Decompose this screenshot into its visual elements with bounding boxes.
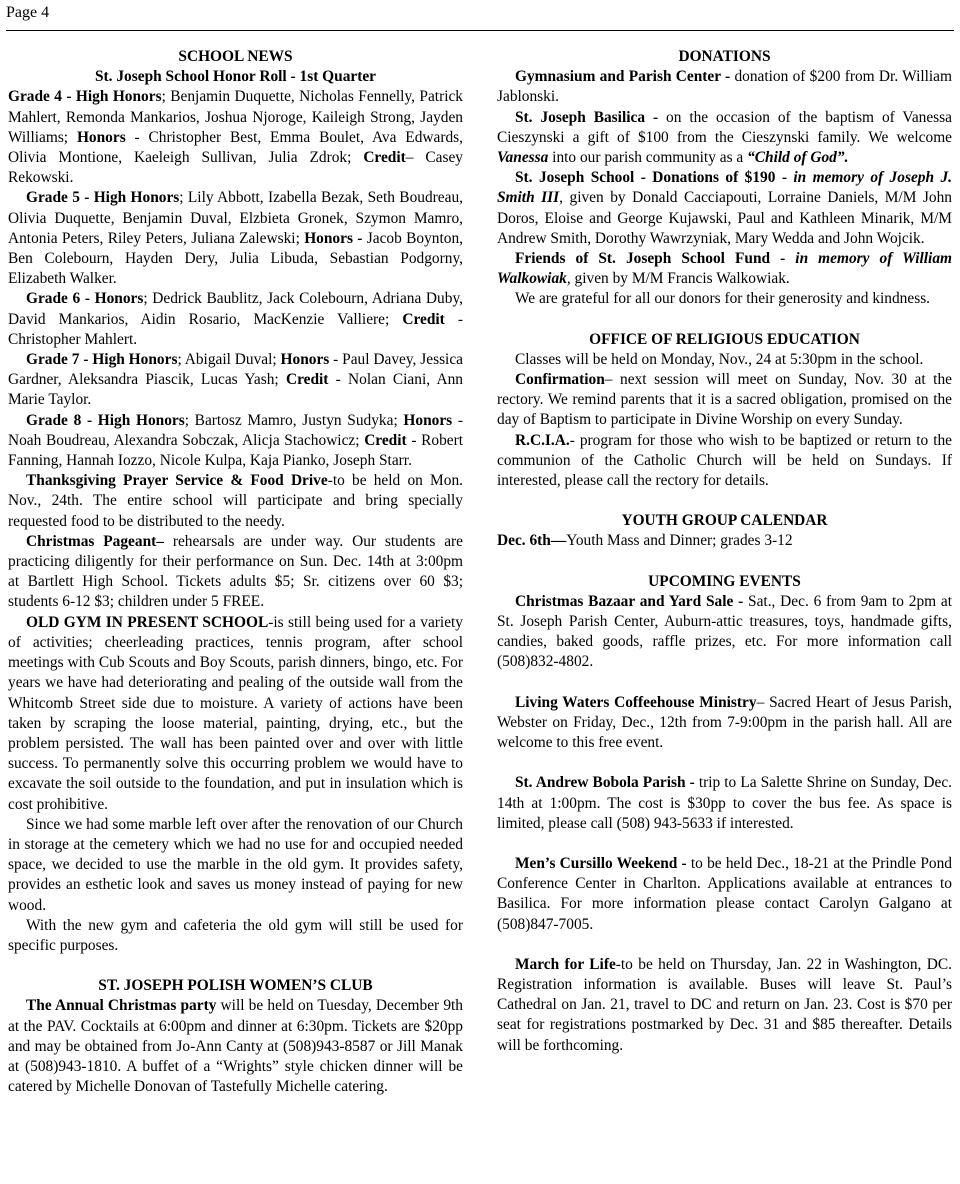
- grade-8-high: ; Bartosz Mamro, Justyn Sudyka;: [184, 411, 404, 429]
- march-for-life-label: March for Life: [515, 955, 616, 973]
- school-donation-text: , given by Donald Cacciapouti, Lorraine Daniels, M/M John Doros, Eloise and George Kujawski, Paul and Kathleen Minarik, M/M Andrew Smith, Dorothy Wawrzyniak, Mary Wedda and John Wojcik.: [497, 189, 952, 247]
- school-donation-label: St. Joseph School - Donations of $190 -: [515, 169, 787, 187]
- thanksgiving-text: -to be held on Mon. Nov., 24th. The entire school will participate and bring specially requested food to be distributed to the needy.: [8, 472, 463, 530]
- confirmation-paragraph: [497, 370, 952, 431]
- grade-5-honors: Jacob Boynton, Ben Colebourn, Hayden Dery, Julia Libuda, Sebastian Podgorny, Elizabeth Walker.: [8, 229, 463, 288]
- confirmation-label: Confirmation: [515, 371, 605, 389]
- cursillo-label: Men’s Cursillo Weekend -: [515, 854, 687, 872]
- march-for-life-paragraph: [497, 955, 952, 1056]
- grade-5-high: ; Lily Abbott, Izabella Bezak, Seth Boudreau, Olivia Duquette, Benjamin Duval, Elzbieta Gronek, Szymon Mamro, Antonia Peters, Riley Peters, Juliana Zalewski;: [8, 189, 463, 247]
- thanksgiving-paragraph: [8, 471, 463, 532]
- pageant-text: rehearsals are under way. Our students are practicing diligently for their performance on Sun. Dec. 14th at 3:00pm at Bartlett High School. Tickets adults $5; Sr. citizens over 60 $3; students 6-12 $3; children under 5 FREE.: [8, 532, 463, 611]
- basilica-donation-name: Vanessa: [497, 149, 549, 167]
- coffeehouse-paragraph: [497, 693, 952, 754]
- basilica-donation-text-2: into our parish community as a: [548, 149, 748, 167]
- friends-fund-paragraph: [497, 249, 952, 289]
- grade-6-honors: ; Dedrick Baublitz, Jack Colebourn, Adriana Duby, David Mankarios, Aidin Rosario, MacKenzie Valliere;: [8, 290, 463, 328]
- friends-fund-text: , given by M/M Francis Walkowiak.: [566, 270, 790, 288]
- grade-7-credit-label: Credit: [285, 371, 329, 389]
- grade-6-credit: - Christopher Mahlert.: [8, 310, 463, 348]
- grade-4-honors-label: Honors: [76, 128, 126, 146]
- grade-6-label: Grade 6 - Honors: [26, 290, 144, 308]
- grade-5-paragraph: [8, 188, 463, 289]
- grade-4-credit-label: Credit: [363, 149, 406, 167]
- cursillo-text: to be held Dec., 18-21 at the Prindle Pond Conference Center in Charlton. Applications available at entrances to Basilica. For more information please contact Carolyn Galgano at (508)847-7005.: [497, 854, 952, 933]
- bazaar-text: Sat., Dec. 6 from 9am to 2pm at St. Joseph Parish Center, Auburn-attic treasures, toys, handmade gifts, candies, baked goods, raffle prizes, etc. For more information call (508)832-4802.: [497, 592, 952, 671]
- left-column: [8, 47, 463, 1097]
- grade-5-honors-label: Honors -: [304, 229, 363, 247]
- classes-paragraph: Classes will be held on Monday, Nov., 24 at 5:30pm in the school.: [515, 350, 924, 368]
- grade-8-label: Grade 8 - High Honors: [26, 411, 185, 429]
- grade-8-paragraph: [8, 411, 463, 472]
- grade-6-credit-label: Credit: [402, 310, 445, 328]
- grade-8-credit-label: Credit: [364, 431, 407, 449]
- grade-4-high: ; Benjamin Duquette, Nicholas Fennelly, Patrick Mahlert, Remonda Mankarios, Joshua Njoroge, Kaileigh Strong, Jayden Williams;: [8, 88, 463, 146]
- grade-6-paragraph: [8, 289, 463, 350]
- basilica-donation-label: St. Joseph Basilica -: [515, 108, 659, 126]
- upcoming-events-heading: UPCOMING EVENTS: [648, 572, 801, 590]
- youth-dec6-paragraph: [497, 531, 952, 551]
- grade-4-credit: – Casey Rekowski.: [8, 149, 464, 187]
- grade-7-credit: - Nolan Ciani, Ann Marie Taylor.: [8, 371, 463, 409]
- coffeehouse-label: Living Waters Coffeehouse Ministry: [515, 693, 757, 711]
- new-gym-paragraph: With the new gym and cafeteria the old gym will still be used for specific purposes.: [8, 916, 463, 954]
- school-donation-memory: in memory of Joseph J. Smith III: [497, 169, 952, 207]
- old-gym-label: OLD GYM IN PRESENT SCHOOL: [26, 613, 269, 631]
- marble-paragraph: Since we had some marble left over after the renovation of our Church in storage at the cemetery which we had no use for and occupied needed space, we decided to use the marble in the old gym. It provides safety, provides an esthetic look and saves us money instead of paying for new wood.: [8, 815, 463, 914]
- old-gym-text: -is still being used for a variety of activities; cheerleading practices, tennis program, after school meetings with Cub Scouts and Boy Scouts, parish dinners, bingo, etc. For years we have had deteriorating and pealing of the outside wall from the Whitcomb Street side due to moisture. A variety of actions have been taken by scraping the loose material, painting, drying, etc., but the problem persisted. The wall has been painted over and over with little success. To permanently solve this occurring problem we would have to excavate the soil outside to the foundation, and put in insulation which is cost prohibitive.: [8, 613, 463, 813]
- pageant-paragraph: [8, 532, 463, 613]
- christmas-party-paragraph: [8, 996, 463, 1097]
- bobola-paragraph: [497, 773, 952, 834]
- rcia-text: - program for those who wish to be baptized or return to the communion of the Catholic Church will be held on Sundays. If interested, please call the rectory for details.: [497, 431, 952, 490]
- school-news-heading: SCHOOL NEWS: [178, 48, 293, 65]
- donations-heading: DONATIONS: [678, 48, 771, 65]
- page-number: Page 4: [6, 4, 50, 21]
- grade-8-honors-label: Honors: [403, 411, 453, 429]
- page-header: [6, 0, 954, 31]
- basilica-donation-quote: “Child of God”.: [747, 149, 849, 167]
- grade-8-credit: - Robert Fanning, Hannah Iozzo, Nicole Kulpa, Kaja Pianko, Joseph Starr.: [8, 431, 463, 470]
- gym-donation-paragraph: [497, 67, 952, 107]
- gym-donation-label: Gymnasium and Parish Center -: [515, 68, 731, 86]
- youth-dec6-label: Dec. 6th—: [497, 532, 567, 550]
- cursillo-paragraph: [497, 854, 952, 935]
- christmas-party-text: will be held on Tuesday, December 9th at the PAV. Cocktails at 6:00pm and dinner at 6:30pm. Tickets are $20pp and may be obtained from Jo-Ann Canty at (508)943-8587 or Jill Manak at (508)943-1810. A buffet of a “Wrights” style chicken dinner will be catered by Michelle Donovan of Tastefully Michelle catering.: [8, 997, 463, 1096]
- youth-dec6-text: Youth Mass and Dinner; grades 3-12: [566, 532, 793, 550]
- grade-7-label: Grade 7 - High Honors: [26, 351, 178, 369]
- grade-4-paragraph: [8, 87, 463, 188]
- confirmation-text: – next session will meet on Sunday, Nov. 30 at the rectory. We remind parents that it is a sacred obligation, promised on the day of Baptism to participate in Divine Worship on every Sunday.: [497, 371, 952, 429]
- coffeehouse-text: – Sacred Heart of Jesus Parish, Webster on Friday, Dec., 12th from 7-9:00pm in the parish hall. All are welcome to this free event.: [497, 693, 953, 752]
- thanksgiving-label: Thanksgiving Prayer Service & Food Drive: [26, 472, 328, 490]
- rcia-paragraph: [497, 431, 952, 492]
- grade-8-honors: - Noah Boudreau, Alexandra Sobczak, Alicja Stachowicz;: [8, 411, 463, 449]
- womens-club-heading: ST. JOSEPH POLISH WOMEN’S CLUB: [98, 977, 373, 995]
- bobola-text: trip to La Salette Shrine on Sunday, Dec. 14th at 1:00pm. The cost is $30pp to cover the bus fee. As space is limited, please call (508) 943-5633 if interested.: [497, 774, 952, 832]
- march-for-life-text: -to be held on Thursday, Jan. 22 in Washington, DC. Registration information is available. Buses will leave St. Paul’s Cathedral on Jan. 21, travel to DC and return on Jan. 23. Cost is $70 per seat for registrations postmarked by Dec. 31 and $85 thereafter. Details will be forthcoming.: [497, 955, 952, 1054]
- bobola-label: St. Andrew Bobola Parish -: [515, 774, 695, 792]
- gym-donation-text: donation of $200 from Dr. William Jablonski.: [497, 68, 952, 106]
- rcia-label: R.C.I.A.: [515, 431, 570, 449]
- bazaar-paragraph: [497, 592, 952, 673]
- grade-7-high: ; Abigail Duval;: [177, 351, 281, 369]
- christmas-party-label: The Annual Christmas party: [26, 997, 217, 1015]
- grateful-paragraph: We are grateful for all our donors for their generosity and kindness.: [515, 290, 931, 308]
- grade-4-honors: - Christopher Best, Emma Boulet, Ava Edwards, Olivia Montione, Kaeleigh Sullivan, Julia Zdrok;: [8, 128, 463, 167]
- pageant-label: Christmas Pageant–: [26, 532, 164, 550]
- school-donation-paragraph: [497, 168, 952, 249]
- grade-7-honors-label: Honors: [280, 351, 330, 369]
- basilica-donation-text-1: on the occasion of the baptism of Vanessa Cieszynski a gift of $100 from the Cieszynski family. We welcome: [497, 108, 952, 146]
- right-column: [497, 47, 952, 1056]
- bazaar-label: Christmas Bazaar and Yard Sale -: [515, 592, 744, 610]
- honor-roll-title: St. Joseph School Honor Roll - 1st Quarter: [94, 68, 377, 86]
- basilica-donation-paragraph: [497, 108, 952, 169]
- friends-fund-label: Friends of St. Joseph School Fund -: [515, 250, 786, 268]
- religious-ed-heading: OFFICE OF RELIGIOUS EDUCATION: [589, 330, 860, 348]
- grade-4-label: Grade 4 - High Honors: [8, 88, 162, 106]
- friends-fund-memory: in memory of William Walkowiak: [497, 250, 952, 288]
- old-gym-paragraph: [8, 613, 463, 815]
- grade-5-label: Grade 5 - High Honors: [26, 189, 180, 207]
- youth-group-heading: YOUTH GROUP CALENDAR: [621, 512, 828, 530]
- grade-7-paragraph: [8, 350, 463, 411]
- grade-7-honors: - Paul Davey, Jessica Gardner, Aleksandra Piascik, Lucas Yash;: [8, 351, 463, 389]
